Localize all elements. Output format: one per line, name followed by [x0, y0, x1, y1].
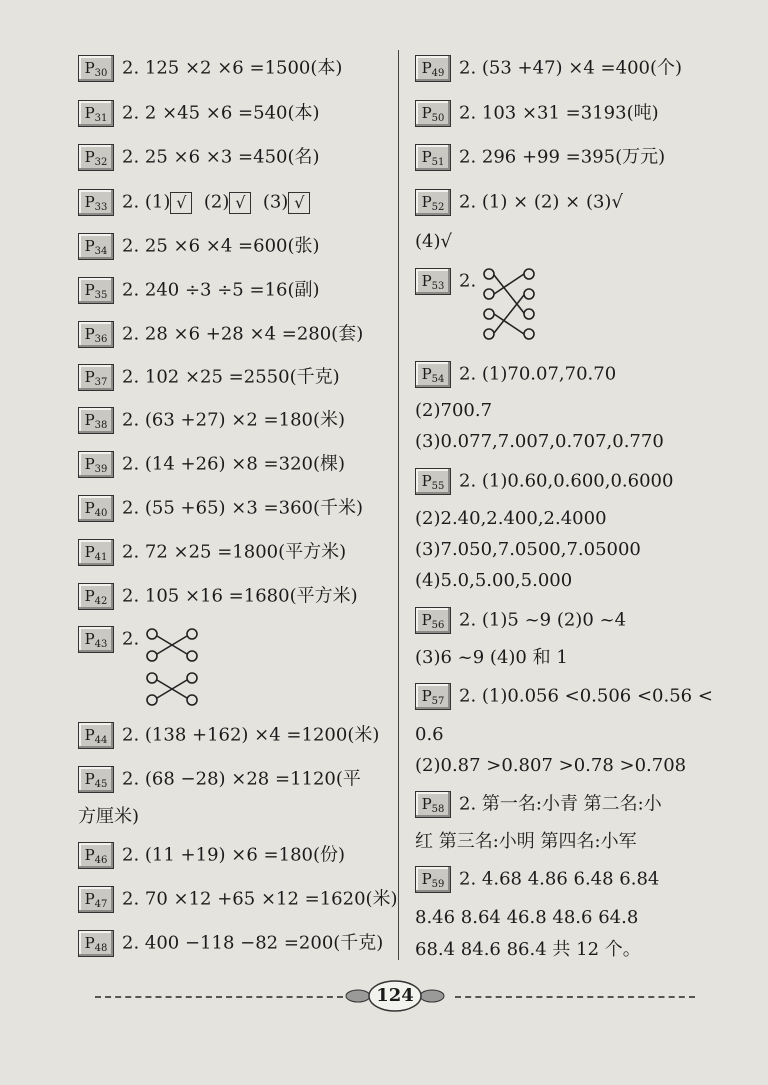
answer-line: (3)6 ~9 (4)0 和 1 — [415, 647, 568, 668]
answer-line: $P_{49}$ 2. (53 +47) ×4 =400(个) — [415, 55, 682, 82]
answer-line: $P_{52}$ 2. (1) × (2) × (3)√ — [415, 189, 623, 216]
answer-line: $P_{44}$ 2. (138 +162) ×4 =1200(米) — [78, 722, 379, 749]
page-tag: $P_{44}$ — [78, 722, 114, 749]
answer-line: 方厘米) — [78, 806, 140, 827]
answer-line: (3)0.077,7.007,0.707,0.770 — [415, 431, 664, 452]
answer-line: (3)7.050,7.0500,7.05000 — [415, 539, 641, 560]
answer-line: (2)0.87 >0.807 >0.78 >0.708 — [415, 755, 687, 776]
answer-line: $P_{45}$ 2. (68 −28) ×28 =1120(平 — [78, 766, 361, 793]
page-tag: $P_{55}$ — [415, 468, 451, 495]
answer-line: $P_{38}$ 2. (63 +27) ×2 =180(米) — [78, 407, 345, 434]
page-tag: $P_{46}$ — [78, 842, 114, 869]
page-tag: $P_{57}$ — [415, 683, 451, 710]
footer-rule-right — [455, 996, 695, 998]
page-tag: $P_{37}$ — [78, 364, 114, 391]
page-tag: $P_{58}$ — [415, 791, 451, 818]
page-tag: $P_{36}$ — [78, 321, 114, 348]
answer-line: $P_{42}$ 2. 105 ×16 =1680(平方米) — [78, 583, 358, 610]
answer-line: $P_{36}$ 2. 28 ×6 +28 ×4 =280(套) — [78, 321, 363, 348]
page-tag: $P_{45}$ — [78, 766, 114, 793]
page-tag: $P_{56}$ — [415, 607, 451, 634]
answer-line: $P_{32}$ 2. 25 ×6 ×3 =450(名) — [78, 144, 320, 171]
answer-line: $P_{48}$ 2. 400 −118 −82 =200(千克) — [78, 930, 383, 957]
line-matching-diagram — [481, 266, 537, 348]
cross-matching-diagram — [144, 626, 200, 708]
answer-line: $P_{39}$ 2. (14 +26) ×8 =320(棵) — [78, 451, 345, 478]
page-tag: $P_{53}$ — [415, 268, 451, 295]
page-tag: $P_{43}$ — [78, 626, 114, 653]
answer-line: $P_{57}$ 2. (1)0.056 <0.506 <0.56 < — [415, 683, 713, 710]
answer-line: $P_{47}$ 2. 70 ×12 +65 ×12 =1620(米) — [78, 886, 398, 913]
check-box: √ — [229, 192, 251, 214]
page-tag: $P_{38}$ — [78, 407, 114, 434]
answer-line: $P_{40}$ 2. (55 +65) ×3 =360(千米) — [78, 495, 363, 522]
answer-line: (2)2.40,2.400,2.4000 — [415, 508, 607, 529]
page-tag: $P_{31}$ — [78, 100, 114, 127]
answer-line: (2)700.7 — [415, 400, 493, 421]
page-tag: $P_{51}$ — [415, 144, 451, 171]
answer-line: (4)5.0,5.00,5.000 — [415, 570, 573, 591]
page-tag: $P_{34}$ — [78, 233, 114, 260]
answer-line: (4)√ — [415, 231, 452, 252]
answer-line: $P_{34}$ 2. 25 ×6 ×4 =600(张) — [78, 233, 320, 260]
page-tag: $P_{59}$ — [415, 866, 451, 893]
answer-line: 红 第三名:小明 第四名:小军 — [415, 831, 637, 852]
answer-line: $P_{50}$ 2. 103 ×31 =3193(吨) — [415, 100, 659, 127]
answer-line: $P_{33}$ 2. (1) √ (2) √ (3) √ — [78, 189, 310, 216]
page-tag: $P_{48}$ — [78, 930, 114, 957]
page-tag: $P_{40}$ — [78, 495, 114, 522]
page-tag: $P_{33}$ — [78, 189, 114, 216]
answer-line: $P_{54}$ 2. (1)70.07,70.70 — [415, 361, 616, 388]
answer-line: $P_{59}$ 2. 4.68 4.86 6.48 6.84 — [415, 866, 659, 893]
footer-rule-left — [95, 996, 343, 998]
answer-line: $P_{58}$ 2. 第一名:小青 第二名:小 — [415, 791, 662, 818]
answer-line: $P_{31}$ 2. 2 ×45 ×6 =540(本) — [78, 100, 320, 127]
page-tag: $P_{35}$ — [78, 277, 114, 304]
page-number: 124 — [376, 985, 414, 1006]
answer-line: $P_{41}$ 2. 72 ×25 =1800(平方米) — [78, 539, 346, 566]
page-tag: $P_{47}$ — [78, 886, 114, 913]
answer-line: $P_{51}$ 2. 296 +99 =395(万元) — [415, 144, 665, 171]
page-tag: $P_{41}$ — [78, 539, 114, 566]
page-tag: $P_{54}$ — [415, 361, 451, 388]
answer-line: $P_{46}$ 2. (11 +19) ×6 =180(份) — [78, 842, 345, 869]
answer-line: 68.4 84.6 86.4 共 12 个。 — [415, 939, 641, 960]
answer-line: $P_{30}$ 2. 125 ×2 ×6 =1500(本) — [78, 55, 342, 82]
answer-line: 8.46 8.64 46.8 48.6 64.8 — [415, 907, 639, 928]
page-tag: $P_{39}$ — [78, 451, 114, 478]
check-box: √ — [170, 192, 192, 214]
answer-line: $P_{43}$ 2. — [78, 626, 139, 653]
answer-line: $P_{55}$ 2. (1)0.60,0.600,0.6000 — [415, 468, 673, 495]
check-box: √ — [288, 192, 310, 214]
page-tag: $P_{42}$ — [78, 583, 114, 610]
answer-line: $P_{37}$ 2. 102 ×25 =2550(千克) — [78, 364, 340, 391]
answer-line: 0.6 — [415, 724, 444, 745]
page-tag: $P_{32}$ — [78, 144, 114, 171]
answer-line: $P_{35}$ 2. 240 ÷3 ÷5 =16(副) — [78, 277, 320, 304]
column-divider — [398, 50, 399, 960]
page-tag: $P_{50}$ — [415, 100, 451, 127]
answer-line: $P_{56}$ 2. (1)5 ~9 (2)0 ~4 — [415, 607, 626, 634]
page-tag: $P_{30}$ — [78, 55, 114, 82]
page-tag: $P_{49}$ — [415, 55, 451, 82]
answer-line: $P_{53}$ 2. — [415, 268, 476, 295]
page-tag: $P_{52}$ — [415, 189, 451, 216]
